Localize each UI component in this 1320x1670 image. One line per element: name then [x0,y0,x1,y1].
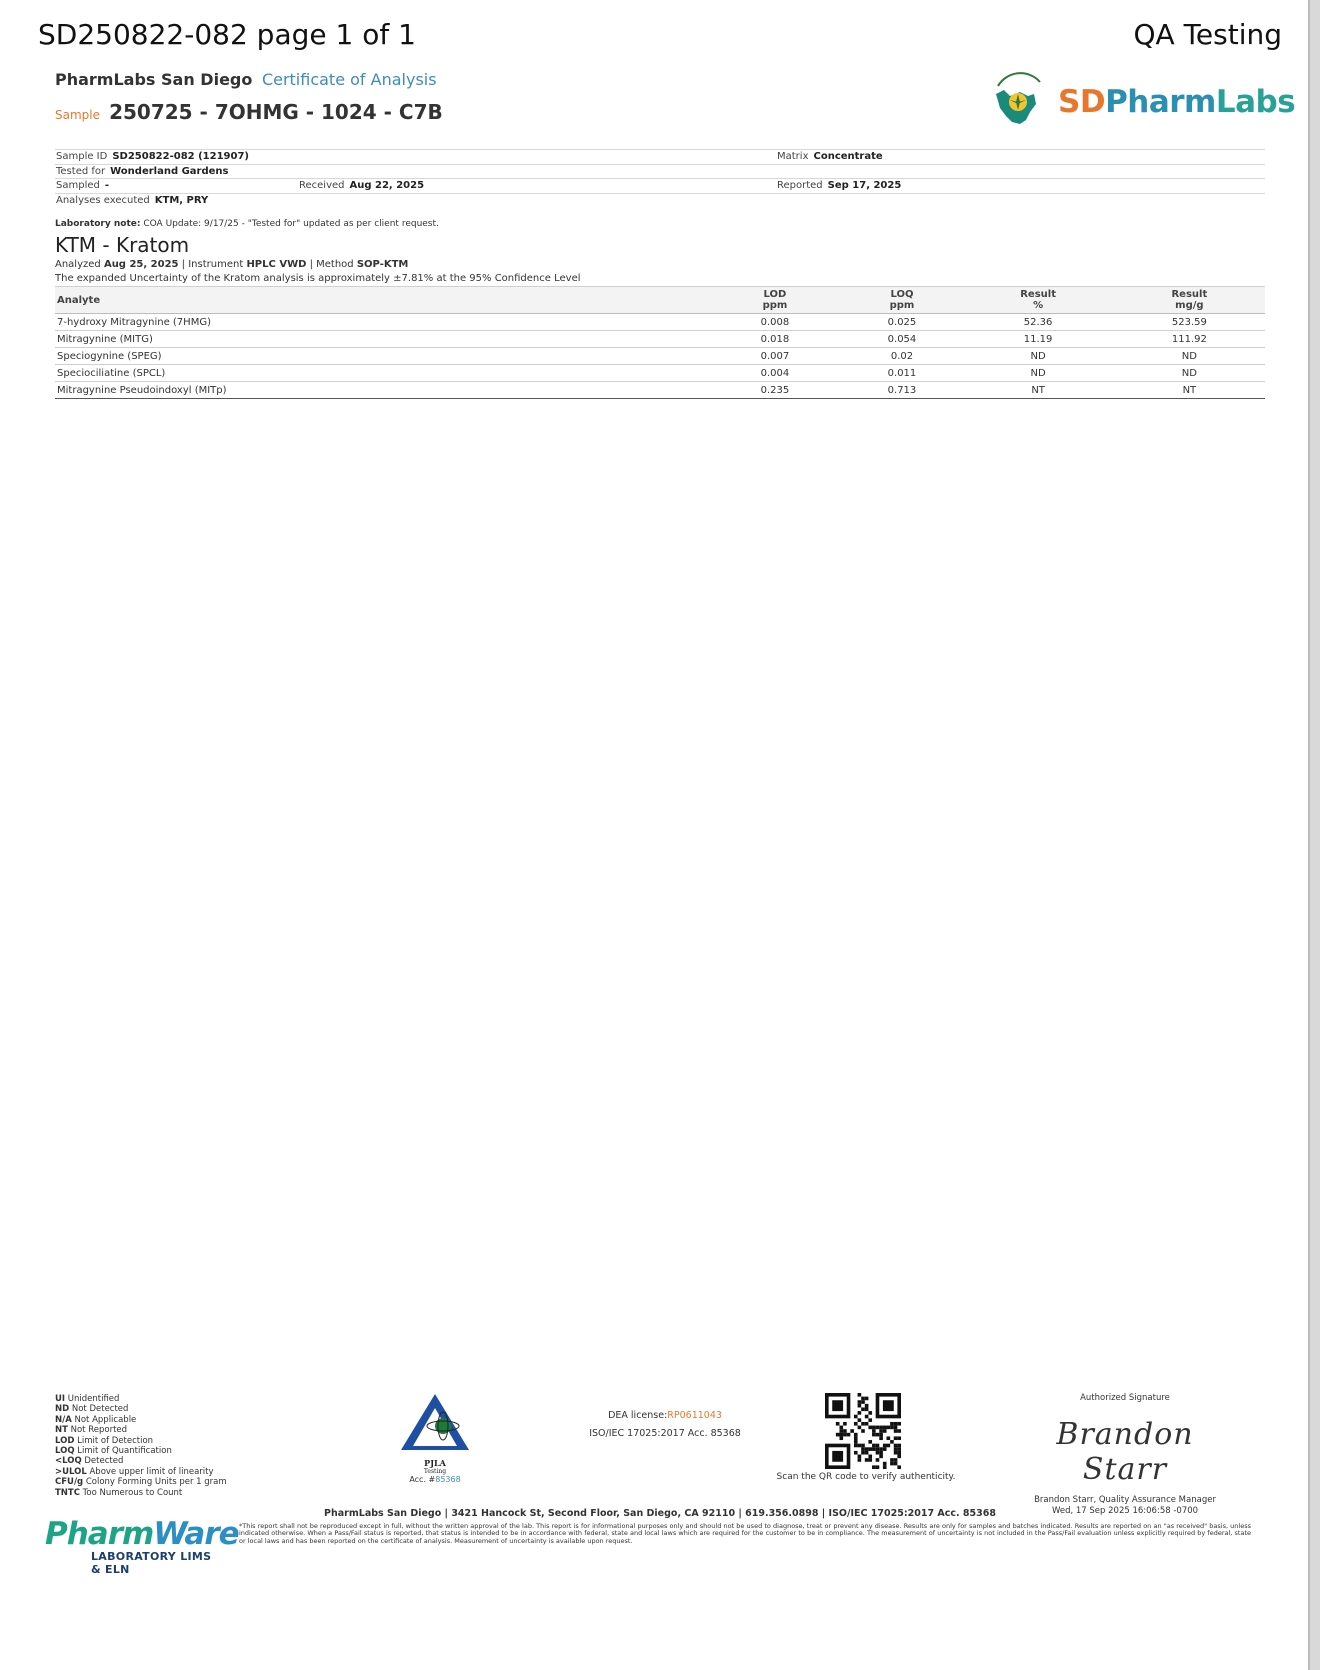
result-mg-cell: NT [1114,382,1265,399]
table-row [55,348,1265,365]
result-mg-cell: 523.59 [1114,314,1265,331]
loq-cell: 0.054 [841,331,962,348]
matrix: Concentrate [813,151,883,162]
qr-caption: Scan the QR code to verify authenticity. [776,1472,956,1482]
reported-date: Sep 17, 2025 [827,180,902,191]
analyte-cell: Speciogynine (SPEG) [55,348,708,365]
result-mg-cell: ND [1114,348,1265,365]
result-pct-cell: 52.36 [962,314,1113,331]
section-title: KTM - Kratom [55,233,190,257]
result-mg-cell: ND [1114,365,1265,382]
lab-address: PharmLabs San Diego | 3421 Hancock St, Second Floor, San Diego, CA 92110 | 619.356.0898 | ISO/IEC 17025:2017 Acc. 85368 [324,1508,996,1519]
sample-line [55,100,443,124]
pjla-sub: Testing [423,1468,447,1475]
sampled: - [104,180,109,191]
legend-item: NT Not Reported [55,1425,128,1436]
lod-cell: 0.007 [708,348,841,365]
signature-block [1010,1393,1240,1517]
col-result-pct: Result % [962,287,1113,314]
analyzed-date: Aug 25, 2025 [103,259,179,270]
analyte-cell: 7-hydroxy Mitragynine (7HMG) [55,314,708,331]
col-analyte: Analyte [55,287,708,314]
qr-code[interactable] [825,1393,901,1469]
result-pct-cell: ND [962,348,1113,365]
table-row [55,331,1265,348]
iso-accreditation: ISO/IEC 17025:2017 Acc. 85368 [589,1428,741,1439]
analyte-cell: Mitragynine (MITG) [55,331,708,348]
table-row [55,314,1265,331]
analysis-info: Analyzed Aug 25, 2025 | Instrument HPLC VWD | Method SOP-KTM [55,259,409,270]
table-row [55,365,1265,382]
loq-cell: 0.713 [841,382,962,399]
meta-row: Sample ID SD250822-082 (121907) Matrix Concentrate [55,149,1265,165]
logo-text: SDPharmLabs [1058,84,1296,120]
tested-for: Wonderland Gardens [110,165,229,177]
pharmware-logo: PharmWare LABORATORY LIMS & ELN [45,1516,239,1576]
lod-cell: 0.235 [708,382,841,399]
legend-item: ND Not Detected [55,1404,129,1415]
meta-row: Tested for Wonderland Gardens [55,165,1265,180]
legend-item: LOD Limit of Detection [55,1435,154,1446]
lab-name: PharmLabs San Diego [55,70,253,89]
lab-title [55,70,437,89]
legend-item: LOQ Limit of Quantification [55,1446,172,1457]
col-loq: LOQ ppm [841,287,962,314]
sample-name: 250725 - 7OHMG - 1024 - C7B [109,100,443,124]
table-row [55,382,1265,399]
method: SOP-KTM [356,259,409,270]
analyte-cell: Speciociliatine (SPCL) [55,365,708,382]
sample-metadata [55,149,1265,207]
sdpharmlabs-logo [990,72,1296,138]
result-pct-cell: 11.19 [962,331,1113,348]
legend-item: >ULOL Above upper limit of linearity [55,1466,214,1477]
page-edge [1308,0,1320,1670]
col-lod: LOD ppm [708,287,841,314]
loq-cell: 0.011 [841,365,962,382]
signature-date: Wed, 17 Sep 2025 16:06:58 -0700 [1051,1506,1199,1516]
document-id: SD250822-082 page 1 of 1 [38,18,416,51]
legend-item: <LOQ Detected [55,1456,124,1467]
result-pct-cell: NT [962,382,1113,399]
disclaimer: *This report shall not be reproduced except in full, without the written approval of the lab. This report is for informational purposes only and should not be used to diagnose, treat or prevent any disease. Results are only for samples and batches indicated. Results are reported on an "as received" basis, unless indicated otherwise. When a Pass/Fail status is reported, that status is intended to be in accordance with federal, state and local laws which are required for the customer to be in compliance. The measurement of uncertainty is not included in the Pass/Fail evaluation unless explicitly required by federal, state or local laws and has been reported on the certificate of analysis. Measurement of uncertainty is available upon request. [239,1522,1251,1545]
pjla-name: PJLA [424,1458,446,1468]
doc-type: Certificate of Analysis [261,70,437,89]
meta-row: Analyses executed KTM, PRY [56,194,209,206]
abbreviation-legend [55,1394,227,1498]
meta-row: Sampled - Received Aug 22, 2025 Reported Sep 17, 2025 [55,179,1265,194]
legend-item: TNTC Too Numerous to Count [55,1487,183,1498]
sample-id: SD250822-082 (121907) [112,151,249,162]
qa-testing-label: QA Testing [1133,18,1282,51]
dea-license-number: RP0611043 [667,1410,722,1421]
pjla-accreditation: Acc. #85368 [409,1475,461,1484]
result-mg-cell: 111.92 [1114,331,1265,348]
legend-item: CFU/g Colony Forming Units per 1 gram [55,1477,227,1488]
legend-item: N/A Not Applicable [55,1414,137,1425]
lod-cell: 0.008 [708,314,841,331]
result-pct-cell: ND [962,365,1113,382]
dea-license-block: DEA license:RP0611043 ISO/IEC 17025:2017 Acc. 85368 [560,1407,770,1443]
laboratory-note: Laboratory note: COA Update: 9/17/25 - "Tested for" updated as per client request. [55,219,439,229]
table-header-row [55,287,1265,314]
results-table [55,286,1265,399]
california-leaf-icon [990,72,1060,138]
lod-cell: 0.018 [708,331,841,348]
analyses-executed: KTM, PRY [154,194,209,206]
handwritten-signature: Brandon Starr [1056,1417,1194,1487]
sample-label: Sample [55,108,100,122]
pjla-triangle-icon [399,1392,471,1452]
lod-cell: 0.004 [708,365,841,382]
legend-item: UI Unidentified [55,1394,120,1404]
signature-title: Authorized Signature [1080,1393,1170,1403]
loq-cell: 0.02 [841,348,962,365]
instrument: HPLC VWD [246,259,307,270]
uncertainty-note: The expanded Uncertainty of the Kratom analysis is approximately ±7.81% at the 95% Confidence Level [55,273,581,284]
loq-cell: 0.025 [841,314,962,331]
pjla-badge [395,1392,475,1484]
analyte-cell: Mitragynine Pseudoindoxyl (MITp) [55,382,708,399]
col-result-mg: Result mg/g [1114,287,1265,314]
received-date: Aug 22, 2025 [349,180,425,191]
signer-name: Brandon Starr, Quality Assurance Manager [1034,1495,1216,1505]
